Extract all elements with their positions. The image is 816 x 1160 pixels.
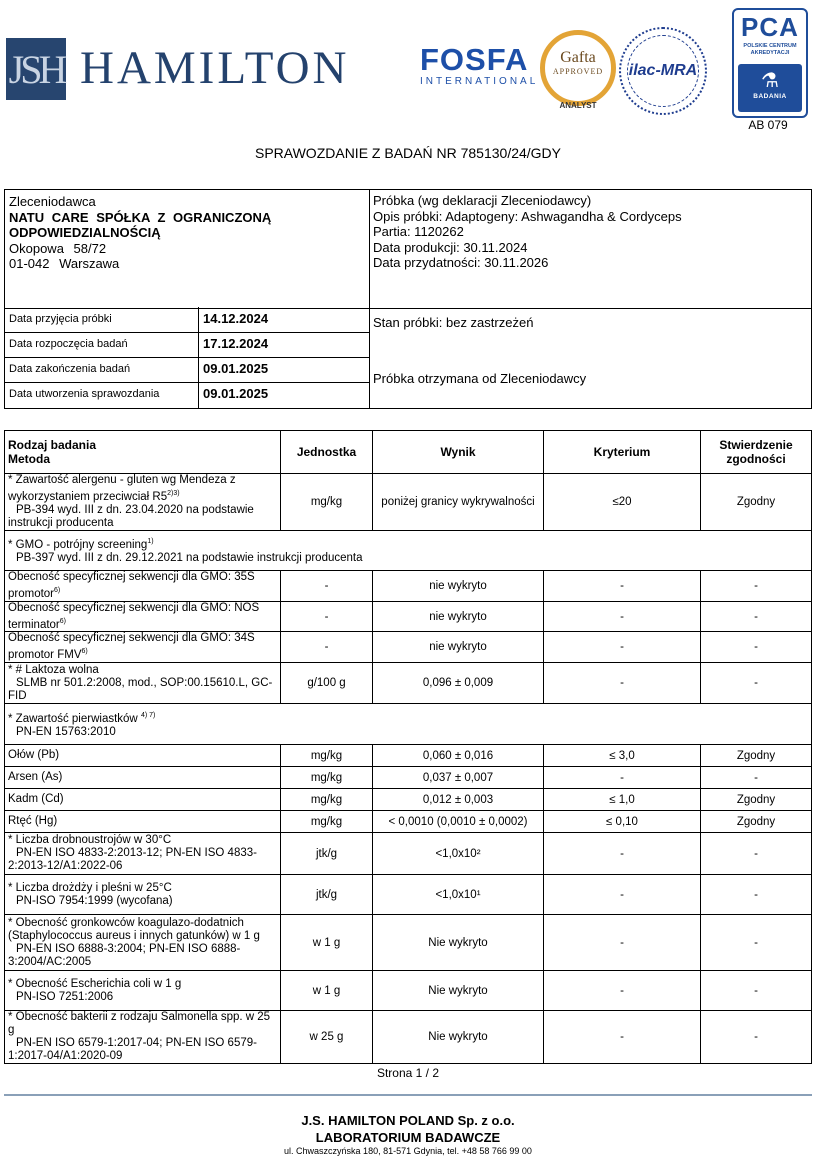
table-row [5,632,812,663]
criterion-cell: - [544,875,701,915]
group-name: * GMO - potrójny screening [8,539,148,552]
date-row [5,332,369,358]
criterion-cell: - [544,915,701,971]
conformity-cell: - [701,915,812,971]
client-street: Okopowa 58/72 [9,240,107,256]
test-name: * Obecność gronkowców koagulazo-dodatnich (Staphylococcus aureus i innych gatunków) w 1 g [8,916,260,942]
table-row [5,789,812,811]
sample-received: Próbka otrzymana od Zleceniodawcy [373,371,587,386]
criterion-cell: ≤ 3,0 [544,745,701,767]
fosfa-logo [420,42,539,87]
table-row [5,570,812,601]
footnote-ref: 6) [81,648,88,656]
table-row [5,745,812,767]
result-cell: < 0,0010 (0,0010 ± 0,0002) [373,811,544,833]
result-cell: 0,037 ± 0,007 [373,767,544,789]
pca-desc-text: POLSKIE CENTRUM AKREDYTACJI [743,43,797,56]
test-method: PB-394 wyd. III z dn. 23.04.2020 na podstawie instrukcji producenta [8,503,254,529]
criterion-cell: - [544,1011,701,1064]
criterion-cell: - [544,971,701,1011]
test-method: SLMB nr 501.2:2008, mod., SOP:00.15610.L, GC-FID [8,676,273,702]
conformity-cell: Zgodny [701,745,812,767]
pca-logo-text: PCA [741,12,799,42]
test-name: * # Laktoza wolna [8,663,99,676]
result-cell: nie wykryto [373,570,544,601]
test-cell [5,875,281,915]
footnote-ref: 6) [59,617,67,625]
test-name: * Liczba drobnoustrojów w 30°C [8,834,172,847]
header-result: Wynik [373,431,544,474]
unit-cell: jtk/g [281,833,373,875]
result-cell: poniżej granicy wykrywalności [373,474,544,531]
table-row [5,663,812,704]
sample-batch: Partia: 1120262 [373,224,464,239]
test-name: Obecność specyficznej sekwencji dla GMO: NOS terminator [8,601,260,631]
header-conformity [701,431,812,474]
gafta-analyst-text: ANALYST [559,101,597,110]
group-cell [5,530,812,570]
client-name-line1: NATU CARE SPÓŁKA Z OGRANICZONĄ [9,209,272,225]
result-cell: 0,060 ± 0,016 [373,745,544,767]
test-method: PN-EN ISO 6888-3:2004; PN-EN ISO 6888-3:2004/AC:2005 [8,942,241,968]
group-method: PB-397 wyd. III z dn. 29.12.2021 na podstawie instrukcji producenta [16,552,363,565]
conformity-cell: - [701,632,812,663]
footnote-ref: 2)3) [167,490,180,497]
test-name: * Zawartość alergenu - gluten wg Mendeza z wykorzystaniem przeciwciał R5 [8,474,236,503]
test-name: Obecność specyficznej sekwencji dla GMO: 34S promotor FMV [8,632,255,662]
result-cell: Nie wykryto [373,915,544,971]
criterion-cell: - [544,767,701,789]
table-row [5,811,812,833]
result-cell: 0,096 ± 0,009 [373,663,544,704]
unit-cell: mg/kg [281,474,373,531]
conformity-cell: - [701,663,812,704]
gafta-logo [540,30,616,106]
test-method: PN-ISO 7954:1999 (wycofana) [16,894,173,907]
table-group-row [5,704,812,745]
test-cell [5,971,281,1011]
unit-cell: - [281,601,373,632]
test-cell [5,1011,281,1064]
footnote-ref: 4) 7) [140,712,156,720]
result-cell: <1,0x10¹ [373,875,544,915]
footer-company: J.S. HAMILTON POLAND Sp. z o.o. [301,1113,515,1128]
ilac-mra-logo [619,27,707,115]
dates-box [4,307,812,409]
date-row [5,307,369,333]
header-conformity-line2: zgodności [726,452,786,466]
test-cell [5,663,281,704]
group-name: * Zawartość pierwiastków [8,713,138,726]
test-cell [5,601,281,632]
test-method: PN-ISO 7251:2006 [16,990,114,1003]
sample-production-date: Data produkcji: 30.11.2024 [373,239,528,255]
table-row [5,474,812,531]
criterion-cell: - [544,632,701,663]
unit-cell: mg/kg [281,745,373,767]
conformity-cell: - [701,971,812,1011]
conformity-cell: Zgodny [701,789,812,811]
unit-cell: mg/kg [281,789,373,811]
header-criterion: Kryterium [544,431,701,474]
unit-cell: jtk/g [281,875,373,915]
result-cell: 0,012 ± 0,003 [373,789,544,811]
test-method: PN-EN ISO 6579-1:2017-04; PN-EN ISO 6579-1:2017-04/A1:2020-09 [8,1037,257,1063]
date-row [5,357,369,383]
unit-cell: - [281,570,373,601]
unit-cell: mg/kg [281,767,373,789]
table-row [5,1011,812,1064]
sample-description: Opis próbki: Adaptogeny: Ashwagandha & Cordyceps [373,208,682,224]
test-cell: Rtęć (Hg) [5,811,281,833]
date-label: Data utworzenia sprawozdania [9,388,160,400]
unit-cell: w 1 g [281,971,373,1011]
result-cell: nie wykryto [373,632,544,663]
date-label: Data przyjęcia próbki [9,313,112,325]
accreditation-number: AB 079 [748,118,788,132]
criterion-cell: - [544,663,701,704]
criterion-cell: ≤ 0,10 [544,811,701,833]
date-row [5,382,369,408]
table-group-row [5,530,812,570]
fosfa-sub-text: INTERNATIONAL [420,76,539,87]
date-value: 17.12.2024 [203,336,269,351]
test-cell [5,915,281,971]
conformity-cell: - [701,833,812,875]
result-cell: Nie wykryto [373,1011,544,1064]
sample-expiry-date: Data przydatności: 30.11.2026 [373,255,549,270]
test-name: * Obecność Escherichia coli w 1 g [8,977,182,990]
ilac-text: ilac-MRA [627,35,699,107]
table-row [5,875,812,915]
date-value: 09.01.2025 [203,386,269,401]
gafta-main-text: Gafta [560,49,596,66]
page-number: Strona 1 / 2 [376,1066,440,1080]
test-name: * Obecność bakterii z rodzaju Salmonella spp. w 25 g [8,1011,271,1037]
date-label: Data zakończenia badań [9,363,131,375]
report-title: SPRAWOZDANIE Z BADAŃ NR 785130/24/GDY [254,145,562,161]
criterion-cell: ≤ 1,0 [544,789,701,811]
pca-badania-text: BADANIA [753,93,787,100]
table-row [5,601,812,632]
criterion-cell: ≤20 [544,474,701,531]
table-row [5,767,812,789]
table-header-row [5,431,812,474]
group-cell [5,704,812,745]
footer-address: ul. Chwaszczyńska 180, 81-571 Gdynia, tel. +48 58 766 99 00 [284,1146,532,1156]
unit-cell: g/100 g [281,663,373,704]
test-cell [5,474,281,531]
fosfa-main-text: FOSFA [420,42,529,77]
header-conformity-line1: Stwierdzenie [719,438,793,452]
date-label: Data rozpoczęcia badań [9,338,128,350]
logo-initials: JSH [8,46,64,92]
date-value: 14.12.2024 [203,311,269,326]
footer-lab: LABORATORIUM BADAWCZE [315,1130,501,1145]
conformity-cell: - [701,570,812,601]
test-name: * Liczba drożdży i pleśni w 25°C [8,881,172,894]
pca-badania-panel [738,64,802,112]
footnote-ref: 1) [147,538,154,546]
conformity-cell: - [701,767,812,789]
header-test-method [5,431,281,474]
client-label: Zleceniodawca [9,194,96,209]
sample-label: Próbka (wg deklaracji Zleceniodawcy) [373,193,592,208]
footer-divider [4,1094,812,1096]
conformity-cell: - [701,1011,812,1064]
criterion-cell: - [544,833,701,875]
sample-state: Stan próbki: bez zastrzeżeń [373,315,534,330]
date-value: 09.01.2025 [203,361,269,376]
conformity-cell: Zgodny [701,474,812,531]
unit-cell: - [281,632,373,663]
test-name: Obecność specyficznej sekwencji dla GMO: 35S promotor [8,570,255,600]
client-city: 01-042 Warszawa [9,256,120,271]
result-cell: nie wykryto [373,601,544,632]
conformity-cell: Zgodny [701,811,812,833]
client-name-line2: ODPOWIEDZIALNOŚCIĄ [9,225,161,240]
results-table [4,430,812,1064]
client-section [9,194,271,272]
test-cell: Kadm (Cd) [5,789,281,811]
test-cell [5,632,281,663]
sample-section [373,193,682,271]
unit-cell: w 25 g [281,1011,373,1064]
table-row [5,833,812,875]
header-test-type: Rodzaj badania [8,438,97,452]
test-cell [5,833,281,875]
unit-cell: w 1 g [281,915,373,971]
conformity-cell: - [701,875,812,915]
pca-accreditation-logo [732,8,808,118]
conformity-cell: - [701,601,812,632]
result-cell: <1,0x10² [373,833,544,875]
test-method: PN-EN ISO 4833-2:2013-12; PN-EN ISO 4833-2:2013-12/A1:2022-06 [8,847,257,873]
result-cell: Nie wykryto [373,971,544,1011]
criterion-cell: - [544,570,701,601]
unit-cell: mg/kg [281,811,373,833]
criterion-cell: - [544,601,701,632]
table-row [5,915,812,971]
table-row [5,971,812,1011]
test-cell [5,570,281,601]
client-sample-box [4,189,812,309]
flask-icon: ⚗ [761,70,779,92]
hamilton-wordmark: HAMILTON [80,42,350,94]
group-method: PN-EN 15763:2010 [16,726,116,739]
header-unit: Jednostka [281,431,373,474]
test-cell: Arsen (As) [5,767,281,789]
gafta-sub-text: APPROVED [552,67,604,76]
footnote-ref: 6) [54,586,61,594]
header-method: Metoda [8,452,50,466]
test-cell: Ołów (Pb) [5,745,281,767]
hamilton-logo-mark [6,38,66,100]
